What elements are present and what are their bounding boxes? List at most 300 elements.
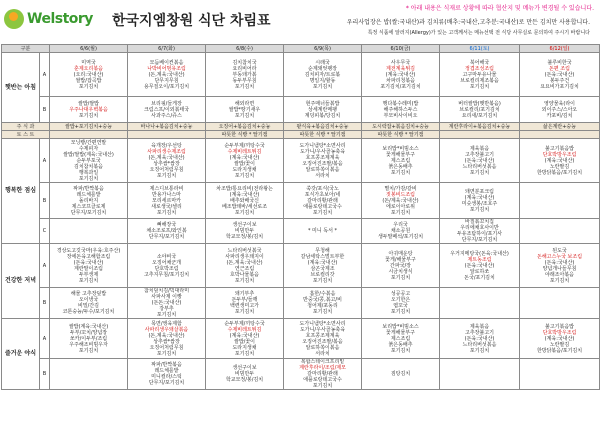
menu-item: 부동돼가볶 <box>232 71 257 78</box>
menu-item: 도라지생채 <box>232 166 257 173</box>
menu-cell <box>284 244 362 288</box>
menu-item: 포기김치 <box>156 209 177 216</box>
menu-item: 포기김치 <box>78 83 99 90</box>
day-header: 6/9(목) <box>284 45 362 53</box>
menu-cell <box>520 288 600 319</box>
menu-cell <box>362 53 440 97</box>
menu-item: 붉은동배추 <box>388 341 413 348</box>
menu-item: 단호박조림 <box>154 265 179 272</box>
menu-item: (돈,계육:국내산) <box>148 71 185 78</box>
course-label: B <box>40 97 50 123</box>
menu-item: 봉두주건 <box>549 77 570 84</box>
menu-item: 포기김치 <box>78 112 99 119</box>
menu-item: 포기김치 <box>234 83 255 90</box>
menu-item: 제육볶음 <box>469 145 490 152</box>
menu-item: 노란팔김 <box>549 163 570 170</box>
menu-item: 단무지/포기김치 <box>148 234 185 240</box>
band-cell: 쌀밥+포기김치+숭늉 <box>50 123 128 131</box>
menu-item: 알로하쏙이볶음 <box>305 166 340 173</box>
course-label: A <box>40 319 50 359</box>
a-course-row <box>2 139 600 183</box>
menu-item: 한방닭볶음/포기김치 <box>536 169 583 176</box>
menu-cell <box>440 288 520 319</box>
menu-item: 성공공고 <box>390 291 411 297</box>
menu-cell <box>284 183 362 219</box>
menu-item: 제육볶음 <box>469 323 490 330</box>
menu-cell <box>520 244 600 288</box>
menu-item: 계란후라이/조림/제모 <box>299 365 346 371</box>
menu-item: 된도국 <box>552 247 567 254</box>
meal-label: 햇반는 아침 <box>2 53 40 123</box>
menu-item: 포기김치 <box>390 347 411 354</box>
menu-item: (돈,계육:국내산) <box>226 259 263 266</box>
menu-item: 고추장불고기 <box>465 329 494 336</box>
menu-cell <box>50 183 128 219</box>
menu-item: 수제피자 <box>78 145 99 152</box>
menu-item: 두유조탐하이/포기사 <box>456 231 503 237</box>
menu-item: (돈육:국내산) <box>73 259 104 266</box>
menu-item: 포기김치 <box>78 175 99 182</box>
menu-item: 차파리청볶음 <box>386 77 415 84</box>
menu-item: 반중국/콩,볶고/비 <box>303 297 342 303</box>
band-row <box>2 131 600 139</box>
menu-item: 포기김치 <box>469 169 490 176</box>
menu-cell <box>50 288 128 319</box>
menu-item: 쏘카/이두부/조림 <box>69 335 108 342</box>
menu-item: 보리밥*비빔소스 <box>382 145 419 152</box>
menu-cell <box>206 97 284 123</box>
menu-item: (돈,계육:국내산) <box>148 154 185 161</box>
menu-item: 단무지/포기김치 <box>461 237 498 243</box>
menu-item: 우리국 <box>393 222 408 228</box>
menu-item: 단호박방우조림 <box>542 329 577 336</box>
menu-cell <box>128 97 206 123</box>
menu-item: 배추와배국신 <box>230 197 259 204</box>
menu-item: 불고기볶음밥 <box>545 145 574 152</box>
menu-item: 단무지/포기김치 <box>148 380 185 386</box>
menu-item: 멸치/가감/갈비 <box>384 185 417 192</box>
menu-item: 포기김치 <box>234 350 255 357</box>
course-label: A <box>40 53 50 97</box>
menu-item: 북어해국 <box>469 59 490 66</box>
course-label: B <box>40 288 50 319</box>
menu-item: 비밀/간김 <box>78 303 100 309</box>
menu-item: 야래조아볶음 <box>545 271 574 278</box>
day-header: 6/10(금) <box>362 45 440 53</box>
menu-item: 채소조로프/와인볶 <box>146 228 187 234</box>
menu-item: 비빔만두 <box>234 371 255 377</box>
menu-item: 장에돈육고해함조림 <box>66 253 111 260</box>
menu-item: 오징어채군개 <box>152 259 181 266</box>
menu-item: 복합스테이크프리밑 <box>300 359 345 365</box>
menu-cell <box>284 319 362 359</box>
logo-icon <box>4 9 24 29</box>
menu-item: 모닝빵/간편연말 <box>70 139 107 146</box>
menu-item: 미숫생봉/조호주 <box>461 200 498 207</box>
menu-item: 호박나물볶음 <box>230 271 259 278</box>
menu-item: 쌀밥/꽃이 <box>234 160 256 167</box>
band-cell <box>520 131 600 139</box>
menu-item: 사우무국 <box>390 59 411 66</box>
menu-item: 새로생국/셀리 <box>151 203 182 210</box>
menu-cell <box>520 183 600 219</box>
menu-item: 포기김치 <box>312 309 333 315</box>
menu-cell <box>206 244 284 288</box>
menu-item: 두부/꼬치/양념장 <box>69 329 108 336</box>
menu-item: 도가니/우사골농축육 <box>299 326 346 333</box>
menu-item: 쌀밥/꽃이 <box>234 338 256 345</box>
meal-label: 건강한 저녁 <box>2 244 40 319</box>
menu-item: 행복과일 <box>78 169 99 176</box>
menu-cell <box>50 244 128 288</box>
menu-item: 소야비국 <box>156 253 177 260</box>
menu-item: 포기김치 <box>390 209 411 216</box>
menu-cell <box>284 359 362 390</box>
menu-item: 엽꼬국 <box>393 303 408 309</box>
menu-cell <box>440 219 520 244</box>
menu-item: 상세계란메팽 <box>308 106 337 113</box>
menu-item: * 미니 독서 * <box>307 228 338 234</box>
menu-item: 느타리버섯볶음 <box>462 163 497 170</box>
menu-item: 포기김치 <box>469 206 490 213</box>
menu-item: 짜파/반짝볶음 <box>73 185 104 192</box>
allergy-note: 특정 식품에 알러지(Allergy)가 있는 고객께서는 메뉴선택 전 식당 사무실로 문의하여 주시기 바랍니다 <box>367 30 590 36</box>
menu-item: 서라치 <box>315 172 330 179</box>
menu-item: 단호박방우조림 <box>542 151 577 158</box>
menu-item: 외이주스/스아오 <box>541 106 578 113</box>
menu-item: 양념개나들무침 <box>542 265 577 272</box>
menu-cell <box>128 53 206 97</box>
menu-cell <box>520 53 600 97</box>
band-cell: 계란후라이+볶음김치+숭늉 <box>440 123 520 131</box>
menu-item: 제스조림 <box>390 335 411 342</box>
menu-cell <box>520 97 600 123</box>
menu-item: 갈남세탁스벌트부한 <box>300 253 345 260</box>
menu-item: 모듬베이컨볶음 <box>149 59 184 66</box>
menu-cell <box>520 139 600 183</box>
menu-item: 쌀밥/잡곡밥 <box>75 77 102 84</box>
menu-cell <box>206 219 284 244</box>
menu-item: 제스디브통라비 <box>149 185 184 192</box>
menu-cell <box>362 359 440 390</box>
menu-item: 해외라면 <box>234 100 255 107</box>
menu-cell <box>440 319 520 359</box>
menu-item: 청어제/포동리 <box>307 303 338 309</box>
menu-cell <box>284 288 362 319</box>
menu-item: 아귀매운탕 <box>388 250 413 257</box>
menu-item: 베조밥돼바/세선로조 <box>221 203 268 210</box>
menu-item: 돈편 조림 <box>549 65 570 72</box>
menu-item: 레드체를밭 <box>154 368 179 374</box>
notice-text: * 아래 내용은 식재료 상황에 따라 협산지 및 메뉴가 변경될 수 있습니다. <box>405 5 594 12</box>
menu-item: 쌀밥/쌀밥(계육:국내산) <box>63 151 114 158</box>
menu-item: 포기김치 <box>312 209 333 216</box>
menu-item: 짜파/반짝볶음 <box>151 362 182 368</box>
menu-item: 사과주스/쥬스 <box>151 112 182 119</box>
menu-item: 브리핑/들게장 <box>151 100 182 107</box>
band-cell: 따뜻한 식빵 * 딸기잼 <box>206 131 284 139</box>
b-course-row <box>2 359 600 390</box>
page-title: 한국지엠창원 식단 차림표 <box>112 13 271 29</box>
menu-item: 오징어처럼무침 <box>149 344 184 351</box>
menu-item: 시래국 <box>315 59 330 66</box>
menu-cell <box>440 244 520 288</box>
menu-cell <box>284 219 362 244</box>
menu-item: 해물 고추장덮밥 <box>70 291 107 297</box>
menu-cell <box>50 97 128 123</box>
menu-item: 모리세르마카 <box>152 197 181 204</box>
menu-cell <box>520 219 600 244</box>
menu-item: 느타리버섯볶음 <box>462 341 497 348</box>
logo-text: Welstory <box>27 11 93 27</box>
menu-item: 두부생제 <box>78 271 99 278</box>
day-header-row <box>2 45 600 53</box>
menu-cell <box>128 359 206 390</box>
menu-item: 김치참치볶음 <box>74 163 103 170</box>
menu-item: 에로이아로위 <box>386 203 415 210</box>
menu-item: 오이냉국 <box>78 297 99 303</box>
menu-cell <box>50 319 128 359</box>
menu-cell <box>440 97 520 123</box>
menu-item: 반용가나스마 <box>152 191 181 198</box>
day-header: 6/6(월) <box>50 45 128 53</box>
menu-cell <box>50 139 128 183</box>
menu-item: 포기김치 <box>390 309 411 315</box>
menu-item: 포식가초보아/네 <box>304 191 341 198</box>
course-label: B <box>40 359 50 390</box>
c-course-row <box>2 219 600 244</box>
menu-item: 노란팔김 <box>549 341 570 348</box>
menu-item: 보리밥*비빔소스 <box>382 323 419 330</box>
band-cell: 삶은계란+숭늉 <box>520 123 600 131</box>
meal-label: 행복한 점심 <box>2 139 40 244</box>
menu-cell <box>520 359 600 390</box>
menu-cell <box>206 139 284 183</box>
menu-item: 고추장불고기 <box>465 151 494 158</box>
menu-item: 참치덮치김/빅대라미 <box>143 288 190 294</box>
band-row <box>2 123 600 131</box>
page-header <box>0 0 600 44</box>
menu-item: 호프콩조제계육 <box>305 154 340 161</box>
menu-item: 연근조림 <box>234 265 255 272</box>
menu-cell <box>128 288 206 319</box>
menu-item: 포기김치 <box>156 312 177 318</box>
band-label: 주 식 과 <box>2 123 50 131</box>
menu-cell <box>128 244 206 288</box>
menu-item: 사파리생우돼지이 <box>225 253 264 260</box>
menu-item: 오징어진조팔/볶음 <box>302 160 343 167</box>
menu-item: 짐탕김치 <box>390 371 411 377</box>
menu-item: 오징어처럼무침 <box>149 166 184 173</box>
meal-label: 즐거운 야식 <box>2 319 40 390</box>
menu-cell <box>50 359 128 390</box>
menu-item: 생두말페석/포기김치 <box>377 234 424 240</box>
menu-item: (돈육:국내산) <box>464 262 495 269</box>
menu-item: 애플로랑데고국수 <box>303 203 342 210</box>
menu-item: (돈돈:국내산) <box>151 300 182 306</box>
menu-item: 생선구이보 <box>232 222 257 228</box>
a-course-row <box>2 319 600 359</box>
menu-item: 순두부제/끼탕수국 <box>224 142 265 149</box>
menu-item: 포기김치 <box>390 274 411 281</box>
menu-item: 쌀밥*땅기새우 <box>228 106 261 113</box>
menu-item: 단무지/포기김치 <box>70 209 107 216</box>
menu-item: (돈,계육:국내산) <box>148 332 185 339</box>
day-header-saturday: 6/11(토) <box>440 45 520 53</box>
menu-item: 꽃게해물부구 <box>386 329 415 336</box>
menu-item: 돈두부/들깨 <box>231 297 258 303</box>
menu-item: 포기김치 <box>469 83 490 90</box>
course-label: A <box>40 139 50 183</box>
menu-item: 흡한/수볶음 <box>309 291 336 297</box>
menu-item: 제스코프클로제 <box>71 203 106 210</box>
menu-item: (돈/계육:국내산) <box>382 197 419 204</box>
menu-cell <box>50 53 128 97</box>
menu-item: 나박비어멍유조림 <box>147 65 186 72</box>
welstory-logo <box>4 6 104 32</box>
menu-cell <box>284 53 362 97</box>
menu-item: 갈마리황/관래 <box>307 371 338 377</box>
menu-item: 브로컬리갓 <box>310 271 335 278</box>
menu-item: 명일지/할동 <box>309 77 336 84</box>
menu-item: 학교모정/봉/김치 <box>225 234 264 240</box>
menu-item: 목면/앵육제함 <box>151 320 182 327</box>
menu-item: 포기김치 <box>312 83 333 90</box>
menu-item: 수제비레트튀김 <box>227 148 262 155</box>
menu-item: 알로하쏘 <box>469 268 490 275</box>
menu-item: 단무지무침 <box>154 77 179 84</box>
menu-cell <box>440 53 520 97</box>
menu-item: 김치피자/트로볶 <box>304 71 341 78</box>
menu-item: 동두부무침 <box>232 77 257 84</box>
menu-item: 수제비레트튀김 <box>227 326 262 333</box>
menu-cell <box>362 219 440 244</box>
a-course-row <box>2 53 600 97</box>
menu-item: 오징어진조팔/볶음 <box>302 338 343 345</box>
menu-item: 한방닭볶음/포기김치 <box>536 347 583 354</box>
menu-item: 꽃게/해물부구 <box>385 256 416 263</box>
menu-item: 돼면분포크림 <box>465 188 494 195</box>
menu-item: 백련생미고가 <box>230 303 259 309</box>
menu-cell <box>362 97 440 123</box>
menu-item: 요리새/포기김치 <box>461 112 498 119</box>
menu-item: 짓봉비드조림 <box>386 191 415 198</box>
menu-item: 포기김치 <box>78 347 99 354</box>
menu-item: 정겹조성조림 <box>465 65 494 72</box>
menu-cell <box>128 219 206 244</box>
menu-item: 제스조림 <box>390 157 411 164</box>
menu-cell <box>206 319 284 359</box>
menu-item: 용무질오이/포기김치 <box>143 83 190 90</box>
menu-item: (계육:국내산) <box>544 157 575 164</box>
menu-item: 우리에채호사이반 <box>460 225 499 231</box>
menu-item: 육개장/우선탕 <box>151 142 182 149</box>
menu-item: 뼈해장국 <box>156 222 177 228</box>
menu-item: 호프콩조제계육 <box>305 332 340 339</box>
menu-cell <box>440 139 520 183</box>
band-cell: 도시락잡+볶음김치+숭늉 <box>362 123 440 131</box>
menu-cell <box>50 219 128 244</box>
menu-item: 포기김치 <box>234 277 255 284</box>
menu-item: 돼기부추 <box>234 291 255 297</box>
menu-item: 불고기볶음밥 <box>545 323 574 330</box>
menu-cell <box>206 359 284 390</box>
menu-item: (계육:국내산) <box>544 335 575 342</box>
menu-item: 상추쌈*쌈장 <box>153 160 180 167</box>
menu-item: 포기김치 <box>156 172 177 179</box>
course-label: B <box>40 183 50 219</box>
menu-item: 도가니냄탕*소면사리 <box>299 320 346 327</box>
menu-item: 생선구이보 <box>232 365 257 371</box>
band-cell: 따뜻한 식빵 * 딸기잼 <box>284 131 362 139</box>
menu-item: 우거지메탕국(돈육:국내산) <box>450 250 509 257</box>
menu-item: 고구마두유나물 <box>462 71 497 78</box>
menu-item: 바질볶꼬치집 <box>465 219 494 225</box>
menu-item: 포기김치 <box>234 112 255 119</box>
menu-cell <box>362 319 440 359</box>
band-cell <box>50 131 128 139</box>
menu-item: (계육:국내산) <box>229 154 260 161</box>
menu-item: 돌리바지 <box>78 197 99 204</box>
band-cell: 팥식육+볶음김치+숭늉 <box>284 123 362 131</box>
menu-item: 무청해 <box>315 247 330 254</box>
menu-item: 도가니/우사골농축육 <box>299 148 346 155</box>
menu-item: 우주해조비빔우자 <box>69 341 108 348</box>
menu-item: 크림스프/이외볶태국 <box>143 106 190 113</box>
menu-item: (계육:국내산) <box>464 194 495 201</box>
band-cell <box>440 131 520 139</box>
menu-cell <box>284 139 362 183</box>
day-header-sunday: 6/12(일) <box>520 45 600 53</box>
menu-item: 순두부포국 <box>76 157 101 164</box>
menu-item: (계육:국내산) <box>229 332 260 339</box>
menu-item: 우주나대우벽볶음 <box>69 106 108 113</box>
menu-item: 간파국/장 <box>390 262 412 269</box>
band-cell <box>128 131 206 139</box>
menu-item: 순두부제/끼탕수국 <box>224 320 265 327</box>
section-header: 구분 <box>2 45 50 53</box>
course-label: A <box>40 244 50 288</box>
a-course-row <box>2 244 600 288</box>
b-course-row <box>2 183 600 219</box>
menu-cell <box>284 97 362 123</box>
menu-item: 포기김치 <box>156 350 177 357</box>
band-cell: 따뜻한 식빵 * 딸기잼 <box>362 131 440 139</box>
menu-item: (오리:국내산) <box>73 71 104 78</box>
menu-item: 포기김치 <box>234 209 255 216</box>
menu-item: 미니컬라/스틱 <box>151 374 182 380</box>
menu-item: 훈제오리볶음 <box>74 65 103 72</box>
menu-item: 시금치생식 <box>388 268 413 275</box>
menu-cell <box>520 319 600 359</box>
b-course-row <box>2 288 600 319</box>
menu-cell <box>362 183 440 219</box>
menu-item: 사파리생우돼살볶음 <box>144 326 189 333</box>
menu-item: 고추지무침/포기김치 <box>143 271 190 278</box>
menu-item: 제트동조림 <box>467 256 492 263</box>
menu-cell <box>362 288 440 319</box>
menu-item: (돈육:국내산) <box>464 335 495 342</box>
menu-item: 카포비/김치 <box>546 112 573 119</box>
menu-cell <box>206 288 284 319</box>
menu-item: 쑥갓/포식(국노 <box>306 185 339 192</box>
menu-item: 포기김치 <box>234 309 255 315</box>
day-header: 6/8(수) <box>206 45 284 53</box>
menu-item: 쌀밥/쌀밥 <box>78 100 100 107</box>
menu-item: 경상도고깃국마(우육:호주산) <box>56 247 121 254</box>
menu-item: 도가니냄탕*소면사리 <box>299 142 346 149</box>
menu-item: (돈육:국내산) <box>464 157 495 164</box>
